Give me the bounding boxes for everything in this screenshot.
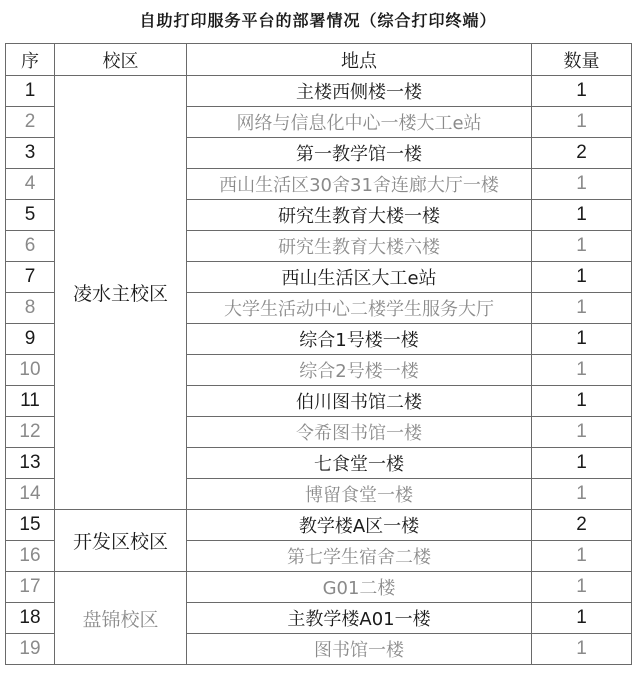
row-index: 4	[6, 169, 55, 200]
row-location: 第一教学馆一楼	[187, 138, 532, 169]
row-index: 11	[6, 386, 55, 417]
row-location: 主教学楼A01一楼	[187, 603, 532, 634]
row-location: 图书馆一楼	[187, 634, 532, 665]
row-count: 1	[532, 293, 632, 324]
table-header-row	[6, 44, 632, 76]
row-count: 1	[532, 76, 632, 107]
row-count: 1	[532, 355, 632, 386]
row-count: 1	[532, 603, 632, 634]
row-index: 19	[6, 634, 55, 665]
row-index: 16	[6, 541, 55, 572]
campus-cell: 盘锦校区	[55, 572, 187, 665]
row-index: 12	[6, 417, 55, 448]
row-index: 13	[6, 448, 55, 479]
row-location: 研究生教育大楼一楼	[187, 200, 532, 231]
page-title: 自助打印服务平台的部署情况（综合打印终端）	[139, 11, 497, 30]
row-count: 1	[532, 231, 632, 262]
header-index: 序	[6, 44, 55, 76]
campus-cell: 凌水主校区	[55, 76, 187, 510]
header-count: 数量	[532, 44, 632, 76]
header-campus: 校区	[55, 44, 187, 76]
row-location: 综合1号楼一楼	[187, 324, 532, 355]
row-location: 网络与信息化中心一楼大工e站	[187, 107, 532, 138]
table-row	[6, 76, 632, 107]
header-location: 地点	[187, 44, 532, 76]
row-count: 1	[532, 262, 632, 293]
row-location: 大学生活动中心二楼学生服务大厅	[187, 293, 532, 324]
row-count: 1	[532, 572, 632, 603]
row-location: G01二楼	[187, 572, 532, 603]
row-count: 1	[532, 541, 632, 572]
row-count: 1	[532, 200, 632, 231]
row-count: 1	[532, 169, 632, 200]
row-index: 8	[6, 293, 55, 324]
row-index: 17	[6, 572, 55, 603]
row-index: 10	[6, 355, 55, 386]
row-location: 博留食堂一楼	[187, 479, 532, 510]
row-count: 1	[532, 448, 632, 479]
row-location: 伯川图书馆二楼	[187, 386, 532, 417]
row-location: 综合2号楼一楼	[187, 355, 532, 386]
row-location: 研究生教育大楼六楼	[187, 231, 532, 262]
row-index: 14	[6, 479, 55, 510]
row-count: 2	[532, 510, 632, 541]
row-location: 第七学生宿舍二楼	[187, 541, 532, 572]
row-count: 1	[532, 107, 632, 138]
deployment-table	[5, 43, 632, 665]
row-count: 1	[532, 634, 632, 665]
row-index: 15	[6, 510, 55, 541]
row-index: 5	[6, 200, 55, 231]
row-location: 西山生活区大工e站	[187, 262, 532, 293]
row-location: 令希图书馆一楼	[187, 417, 532, 448]
row-count: 1	[532, 479, 632, 510]
row-index: 3	[6, 138, 55, 169]
row-index: 9	[6, 324, 55, 355]
table-row	[6, 572, 632, 603]
row-location: 七食堂一楼	[187, 448, 532, 479]
row-index: 7	[6, 262, 55, 293]
row-index: 6	[6, 231, 55, 262]
row-location: 主楼西侧楼一楼	[187, 76, 532, 107]
campus-cell: 开发区校区	[55, 510, 187, 572]
table-row	[6, 510, 632, 541]
row-count: 1	[532, 324, 632, 355]
row-count: 1	[532, 386, 632, 417]
row-location: 教学楼A区一楼	[187, 510, 532, 541]
row-index: 1	[6, 76, 55, 107]
row-count: 1	[532, 417, 632, 448]
row-index: 18	[6, 603, 55, 634]
row-location: 西山生活区30舍31舍连廊大厅一楼	[187, 169, 532, 200]
row-count: 2	[532, 138, 632, 169]
row-index: 2	[6, 107, 55, 138]
